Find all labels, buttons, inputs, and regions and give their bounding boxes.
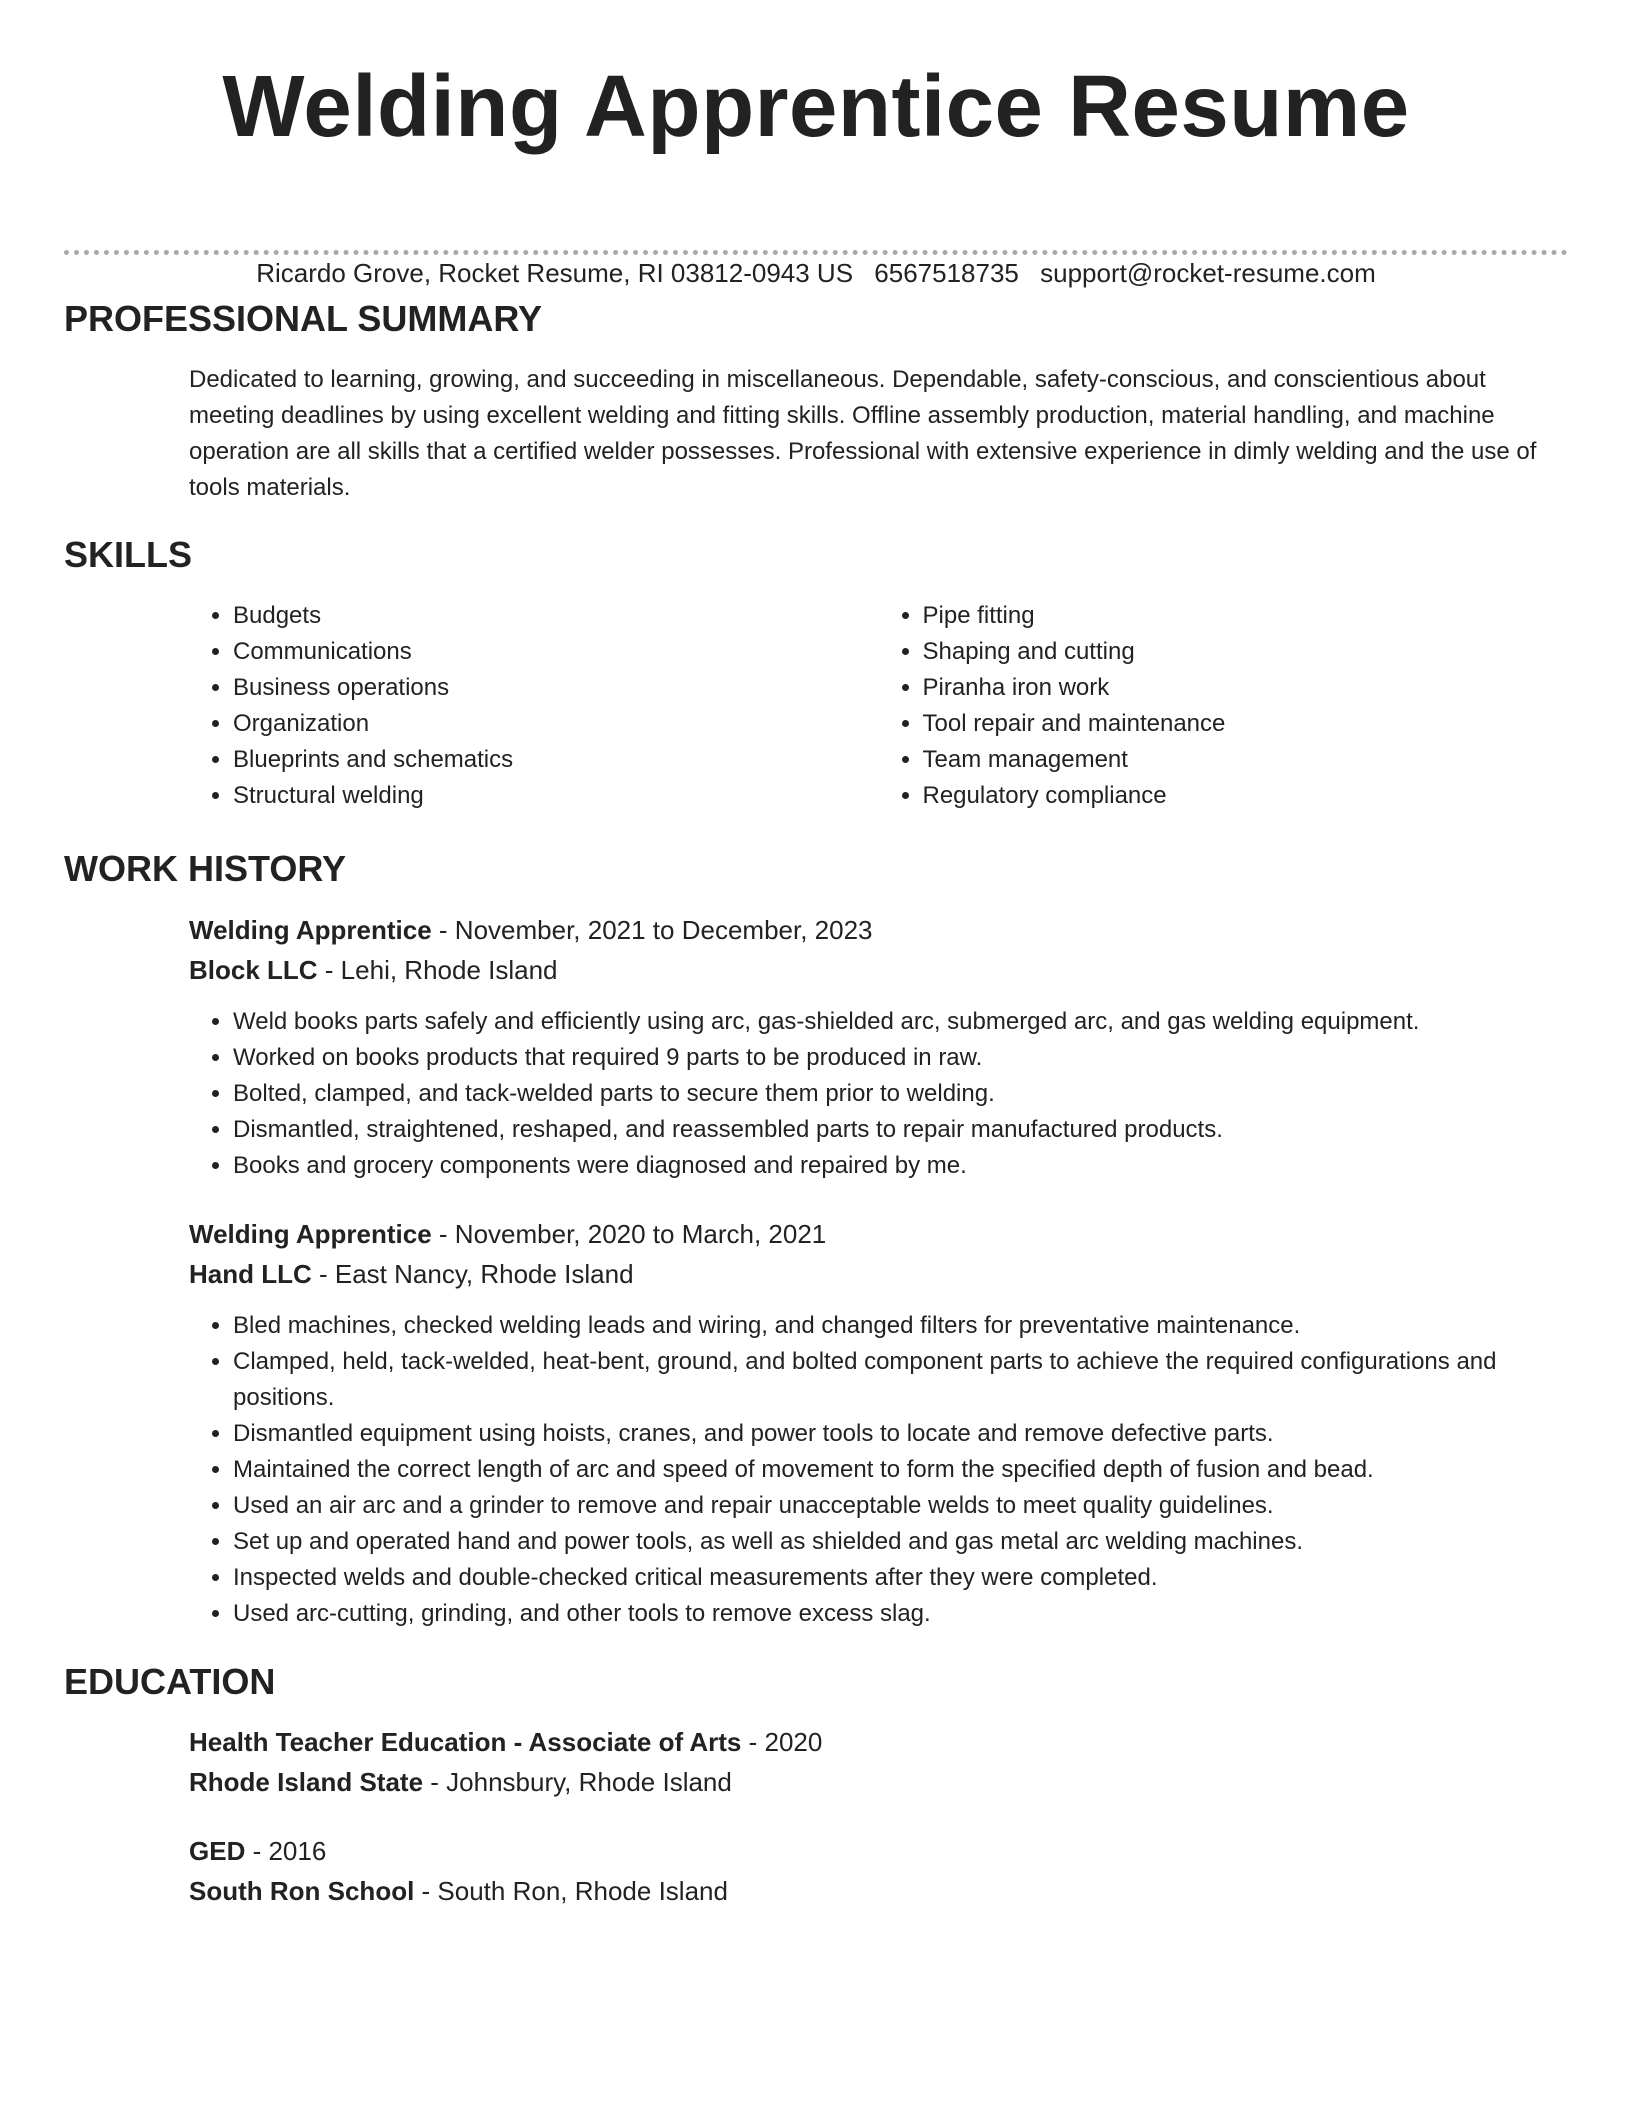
job-title: Welding Apprentice	[189, 1219, 432, 1249]
skill-item: • Piranha iron work	[923, 670, 1569, 706]
education-degree: Health Teacher Education - Associate of Arts	[189, 1727, 742, 1757]
job-entry	[189, 1214, 1568, 1632]
skills-section	[189, 598, 1568, 814]
job-bullet: • Bled machines, checked welding leads and wiring, and changed filters for preventative maintenance.	[233, 1308, 1568, 1344]
job-bullet: • Set up and operated hand and power tools, as well as shielded and gas metal arc welding machines.	[233, 1524, 1568, 1560]
contact-phone: 6567518735	[874, 258, 1019, 288]
job-company-line	[189, 950, 1568, 990]
skill-item: • Team management	[923, 742, 1569, 778]
job-dates: - November, 2020 to March, 2021	[431, 1219, 827, 1249]
resume-title: Welding Apprentice Resume	[222, 58, 1410, 155]
summary-text: Dedicated to learning, growing, and succeeding in miscellaneous. Dependable, safety-conscious, and conscientious about meeting deadlines by using excellent welding and fitting skills. Offline assembly production, material handling, and machine operation are all skills that a certified welder possesses. Professional with extensive experience in dimly welding and the use of tools materials.	[189, 366, 1537, 501]
education-location: - South Ron, Rhode Island	[414, 1876, 728, 1906]
skill-item: • Business operations	[233, 670, 879, 706]
job-bullet: • Worked on books products that required 9 parts to be produced in raw.	[233, 1040, 1568, 1076]
job-company-line	[189, 1254, 1568, 1294]
education-degree-line	[189, 1722, 1568, 1762]
header-divider	[64, 250, 1568, 255]
summary-heading: PROFESSIONAL SUMMARY	[64, 298, 543, 339]
education-degree-line	[189, 1831, 1568, 1871]
education-school-line	[189, 1871, 1568, 1911]
skill-item: • Tool repair and maintenance	[923, 706, 1569, 742]
job-bullet: • Books and grocery components were diagnosed and repaired by me.	[233, 1148, 1568, 1184]
job-bullets	[189, 1004, 1568, 1184]
job-title-line	[189, 1214, 1568, 1254]
job-bullet: • Inspected welds and double-checked critical measurements after they were completed.	[233, 1560, 1568, 1596]
job-bullet: • Used arc-cutting, grinding, and other tools to remove excess slag.	[233, 1596, 1568, 1632]
skills-list-left	[189, 598, 879, 814]
education-entry	[189, 1831, 1568, 1911]
contact-address: Ricardo Grove, Rocket Resume, RI 03812-0943 US	[256, 258, 854, 288]
job-company: Block LLC	[189, 955, 318, 985]
skill-item: • Pipe fitting	[923, 598, 1569, 634]
job-bullet: • Bolted, clamped, and tack-welded parts to secure them prior to welding.	[233, 1076, 1568, 1112]
education-year: - 2016	[245, 1836, 327, 1866]
skill-item: • Communications	[233, 634, 879, 670]
job-bullet: • Maintained the correct length of arc and speed of movement to form the specified depth of fusion and bead.	[233, 1452, 1568, 1488]
contact-line	[0, 256, 1632, 290]
job-bullet: • Dismantled equipment using hoists, cranes, and power tools to locate and remove defective parts.	[233, 1416, 1568, 1452]
job-bullet: • Dismantled, straightened, reshaped, and reassembled parts to repair manufactured products.	[233, 1112, 1568, 1148]
education-location: - Johnsbury, Rhode Island	[423, 1767, 732, 1797]
contact-email: support@rocket-resume.com	[1040, 258, 1376, 288]
education-school: Rhode Island State	[189, 1767, 424, 1797]
job-company: Hand LLC	[189, 1259, 312, 1289]
skill-item: • Structural welding	[233, 778, 879, 814]
education-year: - 2020	[741, 1727, 823, 1757]
job-title-line	[189, 910, 1568, 950]
education-school-line	[189, 1762, 1568, 1802]
job-bullets	[189, 1308, 1568, 1632]
skills-list-right	[879, 598, 1569, 814]
work-heading: WORK HISTORY	[64, 848, 347, 889]
education-entry	[189, 1722, 1568, 1802]
skill-item: • Budgets	[233, 598, 879, 634]
education-school: South Ron School	[189, 1876, 415, 1906]
job-bullet: • Clamped, held, tack-welded, heat-bent, ground, and bolted component parts to achieve the required configurations and positions.	[233, 1344, 1568, 1416]
job-location: - Lehi, Rhode Island	[317, 955, 558, 985]
education-degree: GED	[189, 1836, 246, 1866]
skill-item: • Blueprints and schematics	[233, 742, 879, 778]
job-title: Welding Apprentice	[189, 915, 432, 945]
job-bullet: • Weld books parts safely and efficiently using arc, gas-shielded arc, submerged arc, and gas welding equipment.	[233, 1004, 1568, 1040]
skill-item: • Shaping and cutting	[923, 634, 1569, 670]
job-bullet: • Used an air arc and a grinder to remove and repair unacceptable welds to meet quality guidelines.	[233, 1488, 1568, 1524]
skill-item: • Regulatory compliance	[923, 778, 1569, 814]
education-heading: EDUCATION	[64, 1661, 276, 1702]
job-entry	[189, 910, 1568, 1184]
job-location: - East Nancy, Rhode Island	[311, 1259, 634, 1289]
summary-section	[189, 362, 1568, 506]
job-dates: - November, 2021 to December, 2023	[431, 915, 873, 945]
skills-heading: SKILLS	[64, 534, 193, 575]
skill-item: • Organization	[233, 706, 879, 742]
